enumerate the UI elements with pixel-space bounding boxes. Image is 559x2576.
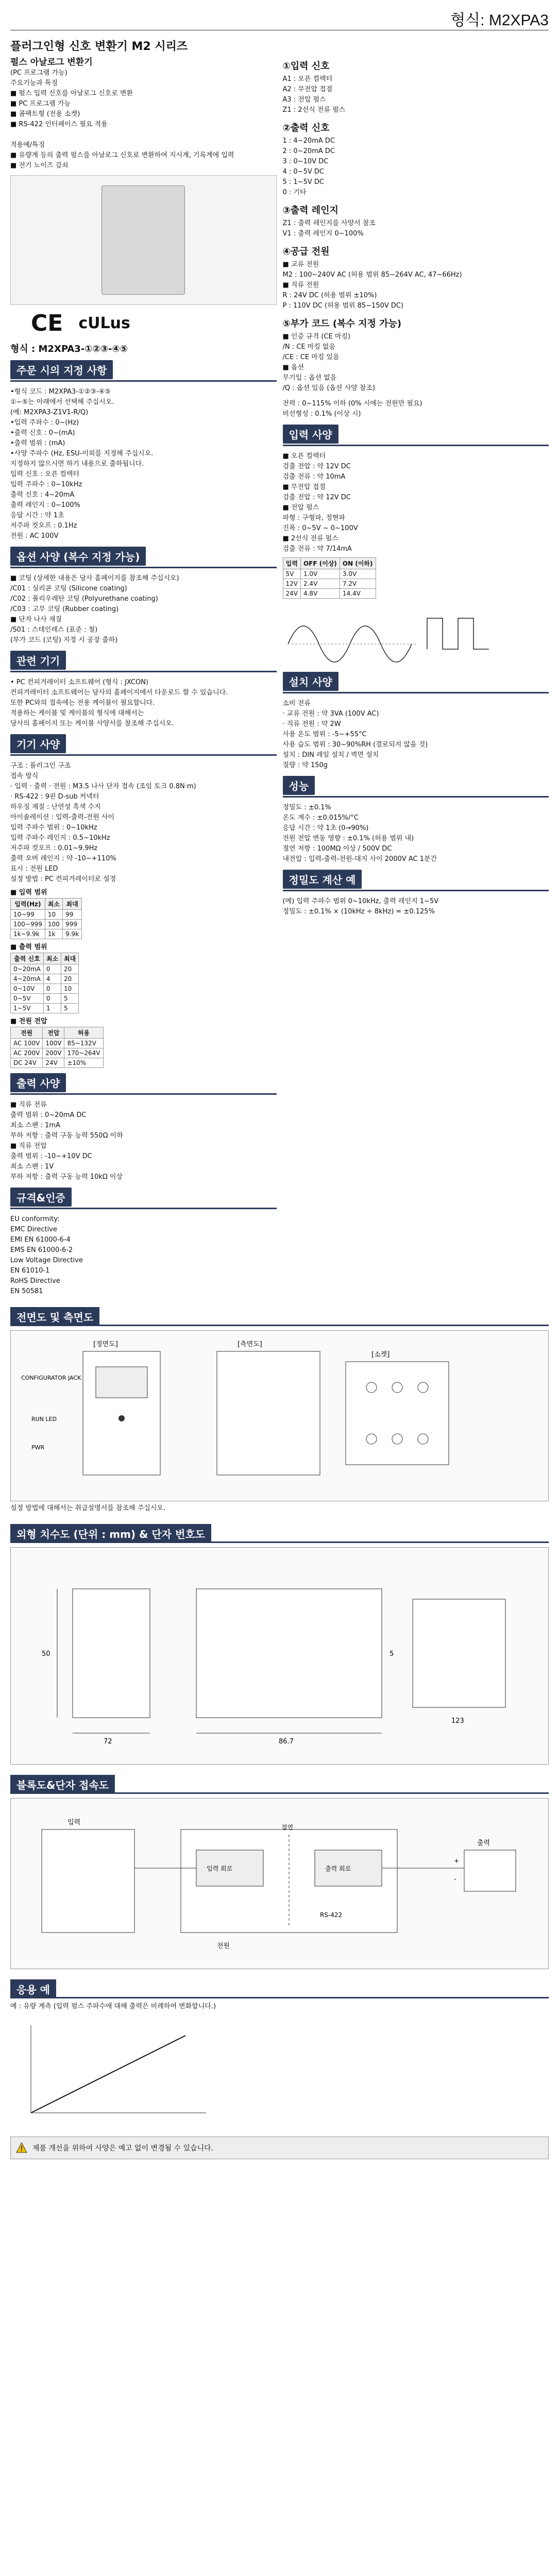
subtitle-2: (PC 프로그램 가능) <box>10 69 67 77</box>
table-row: DC 24V 24V ±10% <box>11 1058 104 1068</box>
example-heading: 응용 예 <box>10 1979 56 1998</box>
install-text: 소비 전류 · 교류 전원 : 약 3VA (100V AC) · 직류 전원 : 약 2W 사용 온도 범위 : -5~+55°C 사용 습도 범위 : 30~90%RH (결로되지 않을 것) 설치 : DIN 레일 설치 / 벽면 설치 질량 : 약 150g <box>282 700 428 769</box>
output-range-table: 출력 신호 최소 최대 0~20mA 0 20 4~20mA 4 20 0~10V 0 10 0~5V 0 5 1~5V 1 5 <box>10 953 79 1013</box>
output-signal-text: 1 : 4~20mA DC 2 : 0~20mA DC 3 : 0~10V DC 4 : 0~5V DC 5 : 1~5V DC 0 : 기타 <box>282 137 335 196</box>
block-label-b: 출력 <box>477 1839 490 1847</box>
input-signal-text: A1 : 오픈 컬렉터 A2 : 무전압 접점 A3 : 전압 펄스 Z1 : 2선식 전류 펄스 <box>282 75 346 114</box>
related-heading: 관련 기기 <box>10 651 66 670</box>
block-bar <box>10 1775 549 1794</box>
ce-logo: CE <box>31 310 63 336</box>
th: 최대 <box>63 899 82 910</box>
output-signal-heading: ②출력 신호 <box>282 123 330 133</box>
threshold-table: 입력 OFF (이상) ON (이하) 5V 1.0V 3.0V 12V 2.4V 7.2V 24V 4.8V 14.4V <box>283 557 376 599</box>
example-bar <box>10 1979 549 1998</box>
performance-section <box>283 776 549 865</box>
product-photo <box>10 175 277 305</box>
dimension-diagram <box>10 1547 549 1765</box>
standards-text: EU conformity: EMC Directive EMI EN 61000-6-4 EMS EN 61000-6-2 Low Voltage Directive EN 61010-1 RoHS Directive EN 50581 <box>10 1215 83 1295</box>
right-column <box>283 57 549 1297</box>
output-range-text: Z1 : 출력 레인지를 사양서 참조 V1 : 출력 레인지 0~100% <box>282 219 376 238</box>
block-label-h: + <box>454 1857 460 1865</box>
page <box>10 0 549 2159</box>
dim-label-b: 50 <box>42 1650 50 1658</box>
order-text: •형식 코드 : M2XPA3-①②③-④⑤ ①~⑤는 아래에서 선택해 주십시오. (예: M2XPA3-Z1V1-R/Q) •입력 주파수 : 0~(Hz) •출력 신호 : 0~(mA) •출력 범위 : (mA) •사양 주파수 (Hz, ESU-이외를 지정해 주십시오. 지정하지 않으시면 하기 내용으로 출하됩니다. 입력 신호 : 오픈 컬렉터 입력 주파수 : 0~10kHz 출력 신호 : 4~20mA 출력 레인지 : 0~100% 응답 시간 : 약 1초 저주파 컷오프 : 0.1Hz 전원 : AC 100V <box>10 388 154 540</box>
page-title: 플러그인형 신호 변환기 M2 시리즈 <box>10 40 188 53</box>
calc-heading: 정밀도 계산 예 <box>283 870 362 889</box>
block-label-a: 입력 <box>67 1819 81 1826</box>
top-columns <box>10 57 549 1297</box>
table-row: 5V 1.0V 3.0V <box>283 569 376 579</box>
coating-section <box>10 547 277 646</box>
input-signal-heading: ①입력 신호 <box>282 61 330 72</box>
install-heading: 설치 사양 <box>283 672 338 691</box>
output-heading: 출력 사양 <box>10 1073 66 1092</box>
pulse-waveform <box>283 603 499 665</box>
dim-bar <box>10 1524 549 1543</box>
table-row: 100~999 100 999 <box>11 920 82 929</box>
output-text: ■ 직류 전류 출력 범위 : 0~20mA DC 최소 스팬 : 1mA 부하 저항 : 출력 구동 능력 550Ω 이하 ■ 직류 전압 출력 범위 : -10~+10V DC 최소 스팬 : 1V 부하 저항 : 출력 구동 능력 10kΩ 이상 <box>10 1101 123 1181</box>
table2-title: ■ 출력 범위 <box>10 943 47 951</box>
input-range-table <box>10 898 82 939</box>
footer-note <box>10 2137 549 2159</box>
table-row: 1k~9.9k 1k 9.9k <box>11 929 82 939</box>
front-label-f: PWR <box>31 1444 45 1451</box>
front-label-b: [측면도] <box>238 1341 262 1348</box>
input-spec-heading: 입력 사양 <box>283 425 338 444</box>
power-note: 전력 : 0~115% 이하 (0% 시에는 전원만 필요) 비선형성 : 0.1% (이상 시) <box>282 400 422 418</box>
table-row: 24V 4.8V 14.4V <box>283 589 376 599</box>
power-table: 전원 전압 허용 AC 100V 100V 85~132V AC 200V 200V 170~264V DC 24V 24V ±10% <box>10 1027 104 1068</box>
output-range-heading: ③출력 레인지 <box>282 205 338 216</box>
coating-heading: 옵션 사양 (복수 지정 가능) <box>10 547 146 566</box>
model-code-label: 형식 : M2XPA3-①②③-④⑤ <box>10 344 128 354</box>
standards-section <box>10 1188 277 1297</box>
model-name: 형식: M2XPA3 <box>450 12 549 29</box>
dimension-drawing <box>11 1548 548 1763</box>
table3-title: ■ 전원 전압 <box>10 1018 47 1025</box>
front-label-a: [정면도] <box>93 1341 118 1348</box>
table-row: AC 100V 100V 85~132V <box>11 1039 104 1048</box>
table-row: 4~20mA 4 20 <box>11 974 79 984</box>
performance-text: 정밀도 : ±0.1% 온도 계수 : ±0.015%/°C 응답 시간 : 약 1초 (0→90%) 전원 전압 변동 영향 : ±0.1% (허용 범위 내) 절연 저항 : 100MΩ 이상 / 500V DC 내전압 : 입력-출력-전원-대지 사이 2000V AC 1분간 <box>282 804 437 863</box>
example-text: 예 : 유량 계측 (입력 펄스 주파수에 대해 출력은 비례하여 변화합니다.) <box>10 2003 216 2010</box>
related-text: • PC 컨피겨레이터 소프트웨어 (형식 : JXCON) 컨피겨레이터 소프트웨어는 당사의 홈페이지에서 다운로드 할 수 있습니다. 또한 PC와의 접속에는 전용 케이블이 필요합니다. 적용하는 케이블 및 케이블의 형식에 대해서는 당사의 홈페이지 또는 케이블 사양서를 참조해 주십시오. <box>10 679 228 727</box>
table-row: 0~10V 0 10 <box>11 984 79 994</box>
order-section <box>10 360 277 541</box>
ul-logo: cULus <box>78 314 130 332</box>
table-row: AC 200V 200V 170~264V <box>11 1048 104 1058</box>
block-diagram <box>10 1798 549 1969</box>
front-bar <box>10 1307 549 1326</box>
performance-heading: 성능 <box>283 776 315 795</box>
certification-logos <box>31 310 277 336</box>
block-label-c: 전원 <box>217 1942 230 1950</box>
footer-note-text: 제품 개선을 위하여 사양은 예고 없이 변경될 수 있습니다. <box>32 2144 214 2153</box>
block-heading: 블록도&단자 접속도 <box>10 1775 115 1794</box>
option-code-heading: ⑤부가 코드 (복수 지정 가능) <box>282 318 402 329</box>
front-caption: 설정 방법에 대해서는 취급설명서를 참조해 주십시오. <box>10 1504 166 1512</box>
input-spec-section <box>283 425 549 667</box>
left-column <box>10 57 277 1297</box>
power-text: ■ 교류 전원 M2 : 100~240V AC (허용 범위 85~264V AC, 47~66Hz) ■ 직류 전원 R : 24V DC (허용 범위 ±10%) P : 110V DC (허용 범위 85~150V DC) <box>282 261 462 310</box>
block-label-i: - <box>454 1875 456 1883</box>
front-heading: 전면도 및 측면도 <box>10 1307 99 1326</box>
dim-label-d: 5 <box>389 1650 394 1658</box>
th: 최소 <box>45 899 62 910</box>
spec-section <box>10 734 277 1068</box>
front-label-e: RUN LED <box>31 1416 57 1422</box>
table-row: 1~5V 1 5 <box>11 1004 79 1013</box>
dim-label-e: 123 <box>451 1717 464 1725</box>
output-section <box>10 1073 277 1182</box>
page-header <box>10 0 549 30</box>
order-heading: 주문 시의 지정 사항 <box>10 360 113 379</box>
option-code-text: ■ 인증 규격 (CE 마킹) /N : CE 마킹 없음 /CE : CE 마킹 있음 ■ 옵션 무기입 : 옵션 없음 /Q : 옵션 있음 (옵션 사양 참조) <box>282 333 376 392</box>
calc-text: (예) 입력 주파수 범위 0~10kHz, 출력 레인지 1~5V 정밀도 : ±0.1% × (10kHz ÷ 8kHz) = ±0.125% <box>282 897 439 916</box>
front-side-drawing <box>11 1331 548 1500</box>
intro-lines: 주요기능과 특징 ■ 펄스 입력 신호를 아날로그 신호로 변환 ■ PC 프로그램 가능 ■ 콤팩트형 (전용 소켓) ■ RS-422 인터페이스 필요 적용 적용예/특징 ■ 유량계 등의 출력 펄스를 아날로그 신호로 변환하여 지시계, 기록계에 입력 ■ 전기 노이즈 감쇠 <box>10 79 234 170</box>
calc-section <box>283 870 549 917</box>
block-label-g: RS-422 <box>320 1911 343 1919</box>
th: 입력(Hz) <box>11 899 45 910</box>
input-spec-text: ■ 오픈 컬렉터 검출 전압 : 약 12V DC 검출 전류 : 약 10mA ■ 무전압 접점 검출 전압 : 약 12V DC ■ 전압 펄스 파형 : 구형파, 정현파 진폭 : 0~5V ~ 0~100V ■ 2선식 전류 펄스 검출 전류 : 약 7/14mA <box>282 452 358 553</box>
front-label-d: CONFIGURATOR JACK <box>21 1375 81 1381</box>
table-row: 0~20mA 0 20 <box>11 964 79 974</box>
dim-label-c: 86.7 <box>279 1738 294 1745</box>
power-heading: ④공급 전원 <box>282 246 330 257</box>
device-image <box>101 185 185 295</box>
table-row: 10~99 10 99 <box>11 910 82 920</box>
front-diagram <box>10 1330 549 1501</box>
front-label-c: [소켓] <box>371 1351 390 1359</box>
spec-heading: 기기 사양 <box>10 734 66 753</box>
spec-text: 구조 : 플러그인 구조 접속 방식 · 입력 · 출력 · 전원 : M3.5 나사 단자 접속 (조임 토크 0.8N·m) · RS-422 : 9핀 D-sub 커넥터 하우징 재질 : 난연성 흑색 수지 아이솔레이션 : 입력-출력-전원 사이 입력 주파수 범위 : 0~10kHz 입력 주파수 레인지 : 0.5~10kHz 저주파 컷오프 : 0.01~9.9Hz 출력 오버 레인지 : 약 -10~+110% 표시 : 전원 LED 설정 방법 : PC 컨피겨레이터로 설정 <box>10 762 196 883</box>
block-label-d: 입력 회로 <box>207 1865 233 1872</box>
example-graph <box>10 2015 216 2128</box>
block-drawing <box>11 1799 548 1968</box>
table-row: 12V 2.4V 7.2V <box>283 579 376 589</box>
block-label-e: 출력 회로 <box>325 1865 351 1872</box>
dim-label-a: 72 <box>104 1738 112 1745</box>
table-row: 0~5V 0 5 <box>11 994 79 1004</box>
dim-heading: 외형 치수도 (단위 : mm) & 단자 번호도 <box>10 1524 211 1543</box>
coating-text: ■ 코팅 (상세한 내용은 당사 홈페이지를 참조해 주십시오) /C01 : 실리콘 코팅 (Silicone coating) /C02 : 폴리우레탄 코팅 (Polyurethane coating) /C03 : 고무 코팅 (Rubber coating) ■ 단자 나사 재질 /S01 : 스테인레스 (표준 : 철) (부가 코드 (코팅) 지정 시 공장 출하) <box>10 574 179 644</box>
subtitle: 펄스 아날로그 변환기 <box>10 57 93 67</box>
block-label-f: 절연 <box>281 1824 294 1831</box>
table1-title: ■ 입력 범위 <box>10 889 47 896</box>
install-section <box>283 672 549 771</box>
warning-icon <box>16 2142 27 2154</box>
standards-heading: 규격&인증 <box>10 1188 72 1207</box>
related-section <box>10 651 277 729</box>
